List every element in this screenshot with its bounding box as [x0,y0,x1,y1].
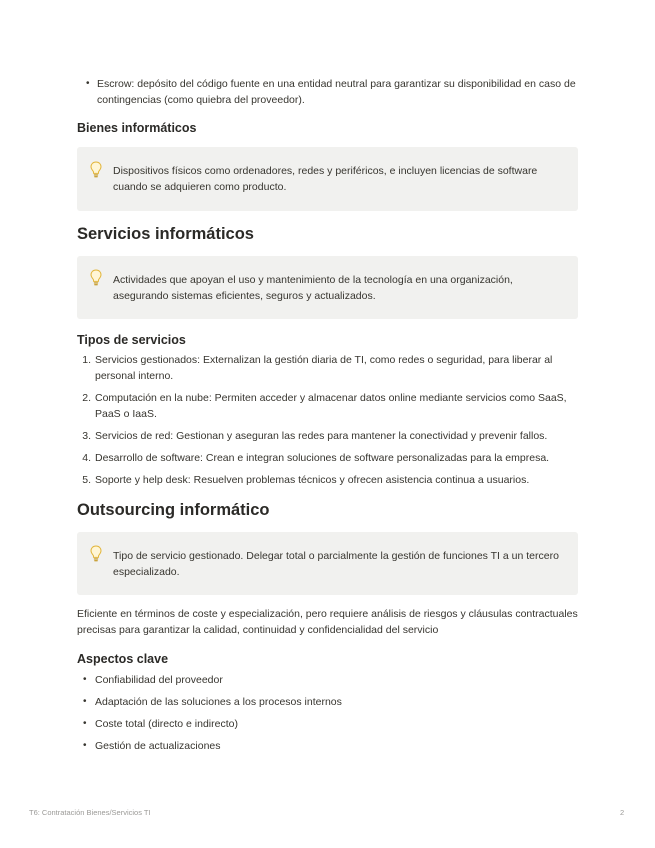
callout-servicios [77,256,578,319]
page-number: 2 [620,808,625,817]
list-item: • Coste total (directo e indirecto) [77,716,342,732]
list-item: 4. Desarrollo de software: Crean e integran soluciones de software personalizadas para la empresa. [82,452,550,464]
aspects-list [77,672,342,760]
section-heading-outsourcing: Outsourcing informático [77,501,270,519]
list-item: • Adaptación de las soluciones a los procesos internos [77,694,342,710]
services-list [77,352,579,494]
list-item: • Escrow: depósito del código fuente en una entidad neutral para garantizar su disponibilidad en caso de contingencias (como quiebra del proveedor). [97,76,579,108]
callout-bienes [77,147,578,211]
lightbulb-icon [90,269,102,287]
section-heading-aspectos: Aspectos clave [77,652,169,666]
section-heading-servicios: Servicios informáticos [77,225,254,243]
list-item: • Gestión de actualizaciones [77,738,342,754]
outsourcing-paragraph: Eficiente en términos de coste y especialización, pero requiere análisis de riesgos y cláusulas contractuales precisas para garantizar la calidad, continuidad y confidencialidad del servicio [77,608,578,636]
list-item: 3. Servicios de red: Gestionan y aseguran las redes para mantener la conectividad y prevenir fallos. [82,430,548,442]
section-heading-tipos: Tipos de servicios [77,333,186,347]
list-item: 5. Soporte y help desk: Resuelven problemas técnicos y ofrecen asistencia continua a usuarios. [82,474,530,486]
callout-text: Dispositivos físicos como ordenadores, redes y periféricos, e incluyen licencias de software cuando se adquieren como producto. [113,165,538,193]
list-item: • Confiabilidad del proveedor [77,672,342,688]
list-item: 1. Servicios gestionados: Externalizan la gestión diaria de TI, como redes o seguridad, para liberar al personal interno. [82,354,553,382]
footer-title: T6: Contratación Bienes/Servicios TI [29,808,151,817]
lightbulb-icon [90,161,102,179]
escrow-list [77,76,579,108]
list-item: 2. Computación en la nube: Permiten acceder y almacenar datos online mediante servicios como SaaS, PaaS o IaaS. [82,392,567,420]
callout-text: Actividades que apoyan el uso y mantenimiento de la tecnología en una organización, asegurando sistemas eficientes, seguros y actualizados. [113,274,513,302]
section-heading-bienes: Bienes informáticos [77,121,197,135]
callout-outsourcing [77,532,578,595]
lightbulb-icon [90,545,102,563]
callout-text: Tipo de servicio gestionado. Delegar total o parcialmente la gestión de funciones TI a un tercero especializado. [113,550,559,578]
